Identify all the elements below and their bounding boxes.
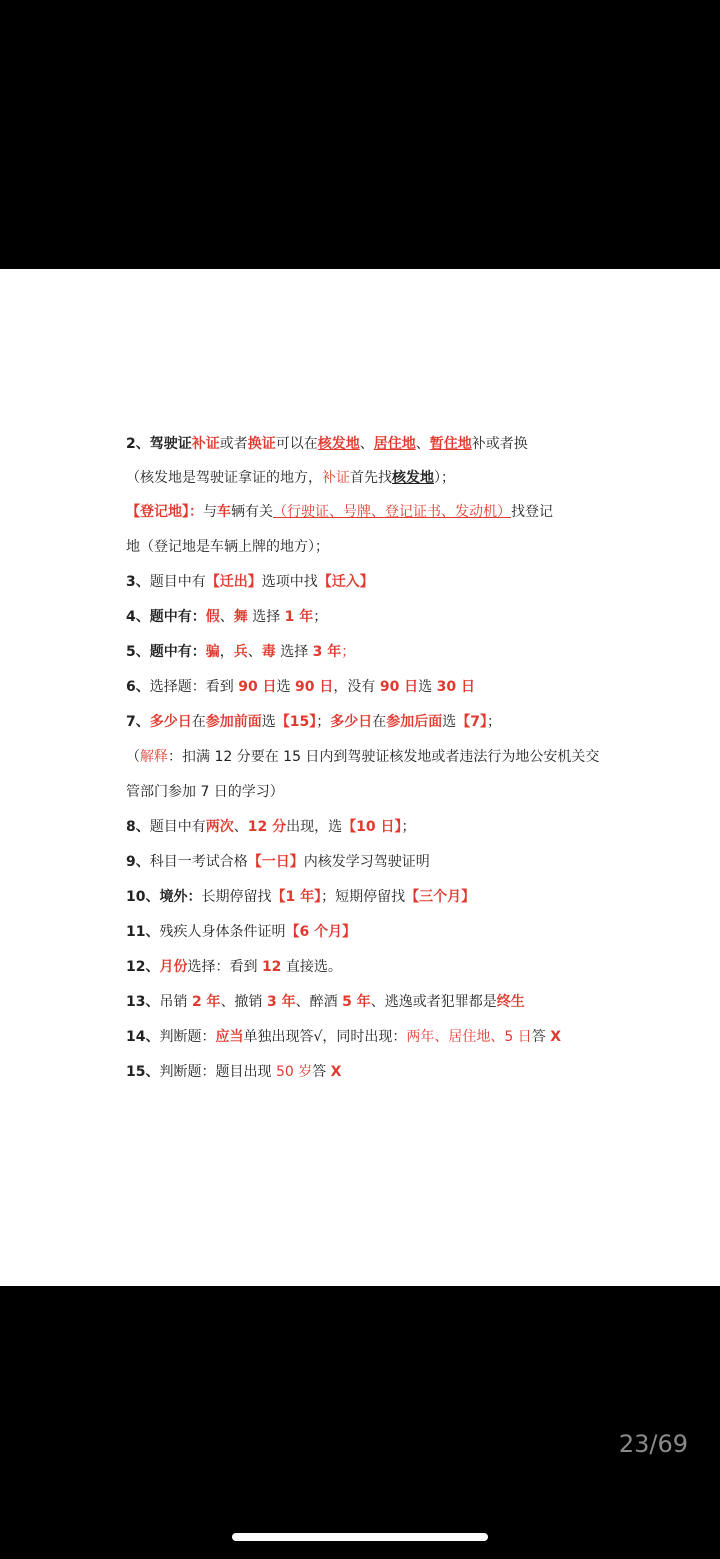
text-run: 多少日 xyxy=(149,714,192,730)
text-run: 90 日 xyxy=(295,679,334,695)
text-run: 13、 xyxy=(126,994,160,1010)
text-run: 骗 xyxy=(205,644,220,660)
text-run: 管部门参加 7 日的学习） xyxy=(126,784,284,800)
text-run: 50 岁 xyxy=(275,1064,313,1080)
text-run: 、撤销 xyxy=(220,994,268,1010)
text-run: 12 分 xyxy=(247,819,287,835)
text-run: 毒 xyxy=(261,644,276,660)
text-line xyxy=(126,678,620,696)
text-run: ， xyxy=(219,644,234,660)
text-line xyxy=(126,818,620,836)
text-run: 、醉酒 xyxy=(295,994,343,1010)
text-line xyxy=(126,923,620,941)
text-run: 内核发学习驾驶证明 xyxy=(303,854,430,870)
text-run: 【一日】 xyxy=(247,854,304,870)
text-run: ）； xyxy=(434,470,455,486)
text-run: 选 xyxy=(261,714,276,730)
text-run: 5 年 xyxy=(342,994,371,1010)
text-run: 选项中找 xyxy=(261,574,318,590)
text-run: 残疾人身体条件证明 xyxy=(159,924,286,940)
text-run: 选择 xyxy=(275,644,313,660)
text-line xyxy=(126,538,620,556)
text-run: ：扣满 12 分要在 15 日内到驾驶证核发地或者违法行为地公安机关交 xyxy=(168,749,600,765)
text-run: 找登记 xyxy=(511,504,553,520)
text-run: 月份 xyxy=(159,959,188,975)
text-run: 10、 xyxy=(126,889,160,905)
text-run: ； xyxy=(341,644,356,660)
text-run: ； xyxy=(316,714,331,730)
text-run: ； xyxy=(401,819,416,835)
text-run: 假 xyxy=(205,609,220,625)
text-run: 3 年 xyxy=(267,994,296,1010)
text-run: 、 xyxy=(415,436,430,452)
text-run: ，没有 xyxy=(333,679,380,695)
text-run: 30 日 xyxy=(436,679,475,695)
text-run: 核发地 xyxy=(317,436,360,452)
text-line xyxy=(126,608,620,626)
text-run: 补证 xyxy=(322,470,350,486)
text-run: 题中有： xyxy=(149,644,206,660)
text-line xyxy=(126,853,620,871)
text-run: 【三个月】 xyxy=(405,889,476,905)
text-run: 判断题： xyxy=(159,1029,216,1045)
text-run: 可以在 xyxy=(275,436,318,452)
text-run: ； xyxy=(486,714,501,730)
text-run: 科目一考试合格 xyxy=(149,854,248,870)
text-run: 5、 xyxy=(126,644,150,660)
text-run: 、 xyxy=(233,819,248,835)
text-run: 、 xyxy=(359,436,374,452)
text-run: （ xyxy=(126,749,140,765)
text-run: 核发地 xyxy=(392,470,434,486)
text-run: 1 年 xyxy=(284,609,314,625)
text-run: 15、 xyxy=(126,1064,160,1080)
text-run: 【7】 xyxy=(456,714,487,730)
text-line xyxy=(126,748,620,766)
text-run: 9、 xyxy=(126,854,150,870)
text-run: 选择题：看到 xyxy=(149,679,239,695)
text-run: 选 xyxy=(442,714,457,730)
text-run: 出现，选 xyxy=(286,819,343,835)
text-run: 12 xyxy=(261,959,282,975)
text-run: 14、 xyxy=(126,1029,160,1045)
text-run: 解释 xyxy=(140,749,168,765)
text-run: 首先找 xyxy=(350,470,392,486)
text-run: 参加后面 xyxy=(386,714,443,730)
text-run: 【10 日】 xyxy=(342,819,402,835)
text-line xyxy=(126,888,620,906)
text-run: X xyxy=(550,1029,562,1045)
text-run: 单独出现答√，同时出现： xyxy=(243,1029,407,1045)
text-line xyxy=(126,783,620,801)
text-run: 11、 xyxy=(126,924,160,940)
text-run: （行驶证、号牌、登记证书、发动机） xyxy=(273,504,511,520)
text-line xyxy=(126,1063,620,1081)
text-run: 90 日 xyxy=(238,679,277,695)
text-run: 在 xyxy=(191,714,206,730)
text-run: 、 xyxy=(219,609,234,625)
text-run: 【迁入】 xyxy=(317,574,374,590)
text-run: 【迁出】 xyxy=(205,574,262,590)
text-line xyxy=(126,435,620,453)
text-run: 8、 xyxy=(126,819,150,835)
text-run: 或者 xyxy=(219,436,248,452)
text-run: 【1 年】 xyxy=(271,889,322,905)
text-run: 驾驶证 xyxy=(149,436,192,452)
text-run: 【登记地】： xyxy=(126,504,203,520)
text-run: 居住地 xyxy=(373,436,416,452)
text-run: 换证 xyxy=(247,436,276,452)
text-run: 、 xyxy=(247,644,262,660)
text-run: 判断题：题目出现 xyxy=(159,1064,276,1080)
text-run: 辆有关 xyxy=(231,504,273,520)
text-run: 兵 xyxy=(233,644,248,660)
text-run: 车 xyxy=(217,504,231,520)
text-line xyxy=(126,1028,620,1046)
text-run: 题中有： xyxy=(149,609,206,625)
text-line xyxy=(126,713,620,731)
text-run: 地（登记地是车辆上牌的地方）； xyxy=(126,539,329,555)
text-run: 2、 xyxy=(126,436,150,452)
text-run: 90 日 xyxy=(379,679,419,695)
text-run: 【15】 xyxy=(275,714,317,730)
text-line xyxy=(126,993,620,1011)
text-line xyxy=(126,469,620,487)
text-run: 直接选。 xyxy=(281,959,342,975)
text-run: 4、 xyxy=(126,609,150,625)
text-run: 参加前面 xyxy=(205,714,262,730)
text-line xyxy=(126,573,620,591)
document-page xyxy=(0,269,720,1286)
text-run: 境外： xyxy=(159,889,202,905)
text-run: 与 xyxy=(203,504,217,520)
text-run: 两年、居住地、5 日 xyxy=(406,1029,532,1045)
text-run: 终生 xyxy=(496,994,525,1010)
text-run: 7、 xyxy=(126,714,150,730)
home-indicator[interactable] xyxy=(232,1533,488,1541)
text-run: 、逃逸或者犯罪都是 xyxy=(370,994,497,1010)
text-run: X xyxy=(330,1064,342,1080)
text-run: 选择：看到 xyxy=(187,959,262,975)
text-run: 题目中有 xyxy=(149,574,206,590)
text-run: 多少日 xyxy=(330,714,373,730)
text-line xyxy=(126,503,620,521)
text-run: 12、 xyxy=(126,959,160,975)
text-run: 【6 个月】 xyxy=(285,924,357,940)
text-run: 3、 xyxy=(126,574,150,590)
text-run: 补或者换 xyxy=(471,436,528,452)
text-run: 补证 xyxy=(191,436,220,452)
text-run: 答 xyxy=(312,1064,331,1080)
text-run: ；短期停留找 xyxy=(321,889,406,905)
page-counter: 23/69 xyxy=(618,1430,688,1458)
text-run: 答 xyxy=(531,1029,551,1045)
text-run: （核发地是驾驶证拿证的地方， xyxy=(126,470,322,486)
text-run: 选 xyxy=(276,679,296,695)
text-line xyxy=(126,643,620,661)
text-run: 题目中有 xyxy=(149,819,206,835)
text-run: 应当 xyxy=(215,1029,244,1045)
text-run: ； xyxy=(313,609,328,625)
text-run: 6、 xyxy=(126,679,150,695)
text-run: 暂住地 xyxy=(429,436,472,452)
text-run: 2 年 xyxy=(191,994,221,1010)
text-line xyxy=(126,958,620,976)
text-run: 选择 xyxy=(247,609,285,625)
text-run: 在 xyxy=(372,714,387,730)
text-run: 舞 xyxy=(233,609,248,625)
text-run: 吊销 xyxy=(159,994,192,1010)
text-run: 3 年 xyxy=(312,644,342,660)
text-run: 选 xyxy=(418,679,437,695)
text-run: 长期停留找 xyxy=(201,889,272,905)
text-run: 两次 xyxy=(205,819,234,835)
